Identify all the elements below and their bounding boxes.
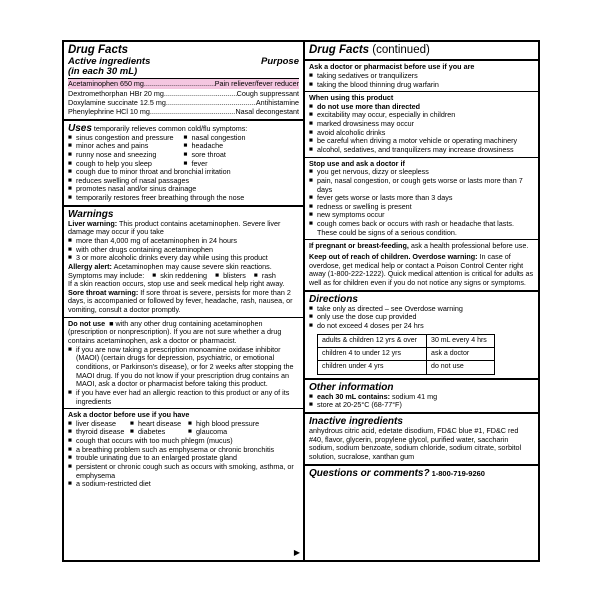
sodium-label: each 30 mL contains: bbox=[317, 391, 390, 401]
ingredient-row: Acetaminophen 650 mg ..... Pain reliever/fever reducer bbox=[68, 79, 299, 88]
list-item: ■ trouble urinating due to an enlarged prostate gland bbox=[68, 454, 299, 463]
list-item: ■ alcohol, sedatives, and tranquilizers may increase drowsiness bbox=[309, 146, 534, 155]
active-ingredients-section bbox=[64, 42, 303, 121]
table-row: children 4 to under 12 yrs ask a doctor bbox=[318, 347, 495, 360]
table-row: children under 4 yrs do not use bbox=[318, 361, 495, 374]
list-item: ■ marked drowsiness may occur bbox=[309, 120, 534, 129]
when-using-heading: When using this product bbox=[309, 93, 394, 103]
list-item: ■ take only as directed – see Overdose warning bbox=[309, 305, 534, 314]
symptoms-line: Symptoms may include: ■ skin reddening ■ blisters ■ rash bbox=[68, 272, 299, 281]
active-ingredients-header bbox=[68, 57, 299, 79]
questions-heading: Questions or comments? bbox=[309, 467, 430, 479]
list-item: ■ reduces swelling of nasal passages bbox=[68, 177, 299, 186]
sore-throat-text: If sore throat is severe, persists for more than 2 days, is accompanied or followed by fever, headache, rash, nausea, or vomiting, consult a doctor promptly. bbox=[68, 287, 293, 315]
questions-section bbox=[305, 466, 538, 481]
list-item: ■ sinus congestion and pressure bbox=[68, 134, 184, 143]
stop-use-section bbox=[305, 158, 538, 241]
warnings-section bbox=[64, 207, 303, 318]
keep-out-label: Keep out of reach of children. Overdose warning: bbox=[309, 252, 478, 262]
list-item: ■ skin reddening bbox=[152, 272, 207, 281]
purpose-heading: Purpose bbox=[260, 56, 299, 68]
list-item: ■ taking sedatives or tranquilizers bbox=[309, 72, 534, 81]
list-item: ■ rash bbox=[254, 272, 276, 281]
list-item: ■ a sodium-restricted diet bbox=[68, 480, 299, 489]
list-item: ■ heart disease bbox=[130, 420, 188, 429]
list-item: ■ be careful when driving a motor vehicle or operating machinery bbox=[309, 137, 534, 146]
conditions-grid bbox=[68, 420, 299, 437]
ingredient-row: Doxylamine succinate 12.5 mg ..... Antihistamine bbox=[68, 98, 299, 107]
continue-arrow-icon: ▶ bbox=[293, 548, 300, 558]
pregnancy-keepout-section bbox=[305, 240, 538, 291]
list-item: ■ promotes nasal and/or sinus drainage bbox=[68, 185, 299, 194]
inactive-ingredients-section bbox=[305, 414, 538, 466]
list-item: ■ cough comes back or occurs with rash or headache that lasts. These could be signs of a serious condition. bbox=[309, 220, 534, 237]
list-item: ■ cough due to minor throat and bronchial irritation bbox=[68, 168, 299, 177]
list-item: ■ with other drugs containing acetaminophen bbox=[68, 246, 299, 255]
uses-heading: Uses bbox=[68, 122, 92, 134]
ask-pharmacist-section bbox=[305, 61, 538, 92]
list-item: ■ fever gets worse or lasts more than 3 days bbox=[309, 194, 534, 203]
list-item: ■ new symptoms occur bbox=[309, 211, 534, 220]
list-item: ■ cough to help you sleep bbox=[68, 160, 184, 169]
ask-doctor-heading: Ask a doctor before use if you have bbox=[68, 410, 190, 420]
keep-out-text: In case of overdose, get medical help or contact a Poison Control Center right away (1-800-222-1222). Quick medical attention is critical for adults as well as for children even if you do not notice any signs or symptoms. bbox=[309, 252, 534, 287]
list-item: ■ liver disease bbox=[68, 420, 130, 429]
list-item: ■ excitability may occur, especially in children bbox=[309, 111, 534, 120]
list-item: ■ minor aches and pains bbox=[68, 142, 184, 151]
directions-section bbox=[305, 292, 538, 380]
directions-heading: Directions bbox=[309, 293, 358, 305]
list-item: ■ do not exceed 4 doses per 24 hrs bbox=[309, 322, 534, 331]
list-item: ■ more than 4,000 mg of acetaminophen in 24 hours bbox=[68, 237, 299, 246]
do-not-use-first: with any other drug containing acetaminophen (prescription or nonprescription). If you are not sure whether a drug contains acetaminophen, ask a doctor or pharmacist. bbox=[68, 318, 282, 346]
uses-pairs bbox=[68, 134, 299, 169]
phone-number: 1-800-719-9260 bbox=[431, 468, 485, 478]
list-item: ■ only use the dose cup provided bbox=[309, 313, 534, 322]
list-item: ■ fever bbox=[184, 160, 300, 169]
ask-pharmacist-heading: Ask a doctor or pharmacist before use if you are bbox=[309, 62, 475, 72]
uses-section bbox=[64, 121, 303, 207]
left-column bbox=[64, 42, 305, 560]
list-item: ■ high blood pressure bbox=[188, 420, 299, 429]
ingredient-row: Dextromethorphan HBr 20 mg ..... Cough suppressant bbox=[68, 89, 299, 98]
allergy-alert-label: Allergy alert: bbox=[68, 261, 112, 271]
list-item: ■ redness or swelling is present bbox=[309, 203, 534, 212]
continued-title-section bbox=[305, 42, 538, 61]
list-item: ■ avoid alcoholic drinks bbox=[309, 129, 534, 138]
storage-text: ■ store at 20-25°C (68-77°F) bbox=[309, 401, 534, 410]
list-item: ■ taking the blood thinning drug warfarin bbox=[309, 81, 534, 90]
drug-facts-panel bbox=[62, 40, 540, 562]
list-item: ■ do not use more than directed bbox=[309, 103, 534, 112]
list-item: ■ pain, nasal congestion, or cough gets worse or lasts more than 7 days bbox=[309, 177, 534, 194]
list-item: ■ blisters bbox=[215, 272, 246, 281]
skin-reaction-text: If a skin reaction occurs, stop use and seek medical help right away. bbox=[68, 279, 285, 289]
list-item: ■ cough that occurs with too much phlegm (mucus) bbox=[68, 437, 299, 446]
uses-intro: temporarily relieves common cold/flu symptoms: bbox=[93, 123, 248, 133]
do-not-use-section: Do not use ■ with any other drug containing acetaminophen (prescription or nonprescription). If you are not sure whether a drug contains acetaminophen, ask a doctor or pharmacist. ■ if you are now taking a prescription monoamine oxidase inhibitor (MAOI) (certain drugs for depression, psychiatric, or emotional conditions, or Parkinson's disease), or for 2 weeks after stopping the MAOI drug. If you do not know if your prescription drug contains an MAOI, ask a doctor or pharmacist before taking this product. ■ if you have ever had an allergic reaction to this product or any of its ingredients bbox=[64, 318, 303, 409]
ask-doctor-section bbox=[64, 409, 303, 560]
list-item: ■ runny nose and sneezing bbox=[68, 151, 184, 160]
pregnant-text: ask a health professional before use. bbox=[410, 241, 529, 251]
liver-warning-label: Liver warning: bbox=[68, 218, 118, 228]
continued-label: (continued) bbox=[372, 44, 430, 56]
drug-facts-title: Drug Facts bbox=[68, 44, 129, 56]
active-ingredients-subheading: (in each 30 mL) bbox=[68, 66, 138, 78]
list-item: ■ if you have ever had an allergic reaction to this product or any of its ingredients bbox=[68, 389, 299, 406]
inactive-ingredients-heading: Inactive ingredients bbox=[309, 415, 403, 427]
warnings-heading: Warnings bbox=[68, 208, 114, 220]
sore-throat-label: Sore throat warning: bbox=[68, 287, 139, 297]
list-item: ■ diabetes bbox=[130, 428, 188, 437]
do-not-use-label: Do not use bbox=[68, 318, 106, 328]
list-item: ■ 3 or more alcoholic drinks every day while using this product bbox=[68, 254, 299, 263]
right-column bbox=[305, 42, 538, 560]
when-using-section bbox=[305, 92, 538, 157]
list-item: ■ headache bbox=[184, 142, 300, 151]
list-item: ■ if you are now taking a prescription monoamine oxidase inhibitor (MAOI) (certain drugs for depression, psychiatric, or emotional conditions, or Parkinson's disease), or for 2 weeks after stopping the MAOI drug. If you do not know if your prescription drug contains an MAOI, ask a doctor or pharmacist before taking this product. bbox=[68, 346, 299, 389]
active-ingredients-heading: Active ingredients bbox=[68, 56, 151, 68]
table-row: adults & children 12 yrs & over 30 mL every 4 hrs bbox=[318, 334, 495, 347]
other-information-heading: Other information bbox=[309, 381, 394, 393]
list-item: ■ a breathing problem such as emphysema or chronic bronchitis bbox=[68, 446, 299, 455]
sodium-text: sodium 41 mg bbox=[391, 391, 438, 401]
list-item: ■ glaucoma bbox=[188, 428, 299, 437]
ingredient-row: Phenylephrine HCl 10 mg ..... Nasal decongestant bbox=[68, 107, 299, 116]
list-item: ■ temporarily restores freer breathing through the nose bbox=[68, 194, 299, 203]
list-item: ■ sore throat bbox=[184, 151, 300, 160]
allergy-alert-text: Acetaminophen may cause severe skin reactions. bbox=[113, 261, 272, 271]
list-item: ■ nasal congestion bbox=[184, 134, 300, 143]
liver-warning-text: This product contains acetaminophen. Severe liver damage may occur if you take bbox=[68, 218, 281, 237]
other-information-section bbox=[305, 380, 538, 414]
pregnant-label: If pregnant or breast-feeding, bbox=[309, 241, 409, 251]
inactive-ingredients-text: anhydrous citric acid, edetate disodium, FD&C blue #1, FD&C red #40, flavor, glycerin, propylene glycol, purified water, saccharin sodium, sodium benzoate, sodium chloride, sodium citrate, sorbitol solution, sucralose, xanthan gum bbox=[309, 425, 522, 461]
list-item: ■ you get nervous, dizzy or sleepless bbox=[309, 168, 534, 177]
list-item: ■ persistent or chronic cough such as occurs with smoking, asthma, or emphysema bbox=[68, 463, 299, 480]
list-item: ■ thyroid disease bbox=[68, 428, 130, 437]
stop-use-heading: Stop use and ask a doctor if bbox=[309, 158, 405, 168]
drug-facts-continued-title: Drug Facts bbox=[309, 44, 370, 56]
dosage-table bbox=[317, 334, 495, 375]
